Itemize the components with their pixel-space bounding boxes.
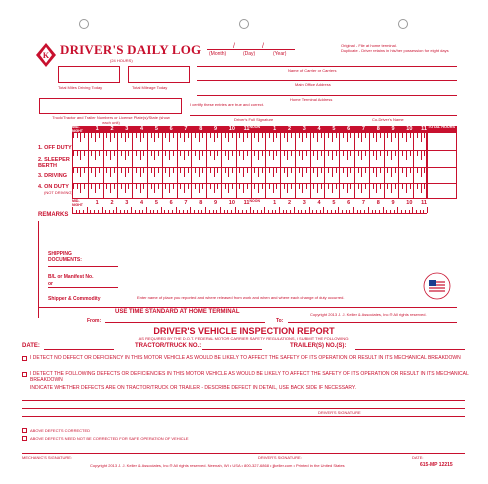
date-label: DATE: [22,343,40,349]
grid-hour-footer [72,200,427,207]
hour-label-7: 7 [184,126,188,132]
row-off-duty: 1. OFF DUTY [38,145,72,151]
hour-label-9: 9 [214,126,218,132]
grid-row[interactable] [73,183,426,200]
hour-label-18: 6 [347,200,351,206]
no-defect-checkbox[interactable] [22,356,27,361]
log-subtitle: (24 HOURS) [110,58,133,63]
main-office-label: Main Office Address [295,82,331,87]
truck-number-box[interactable] [39,98,182,114]
hour-label-5: 5 [154,126,158,132]
mechanic-sig-label: MECHANIC'S SIGNATURE: [22,455,73,460]
form-number: 615-MP 12215 [420,462,453,468]
hour-label-21: 9 [391,126,395,132]
indicate-text: INDICATE WHETHER DEFECTS ARE ON TRACTOR/TRUCK OR TRAILER - DESCRIBE DEFECT IN DETAIL, USE BACK SIDE IF NECESSARY. [30,385,356,391]
hour-label-9: 9 [214,200,218,206]
hour-label-17: 5 [332,200,336,206]
hour-label-13: 1 [273,126,277,132]
hour-label-16: 4 [317,200,321,206]
codriver-label: Co-Driver's Name [372,117,404,122]
or-label: or [48,281,53,287]
punch-hole-left [79,19,89,29]
date-day-label: (Day) [243,51,256,57]
hour-label-12: NOON [249,125,260,129]
hour-label-16: 4 [317,126,321,132]
shipping-docs-label: SHIPPING DOCUMENTS: [48,251,82,263]
flag-seal-icon [423,272,451,300]
hour-label-3: 3 [125,126,129,132]
log-title: DRIVER'S DAILY LOG [60,42,202,57]
instructions-text: Enter name of place you reported and where released from work and when and where each change of duty occurred. [137,295,345,300]
corrected-label: ABOVE DEFECTS CORRECTED [30,428,91,433]
hour-label-4: 4 [140,200,144,206]
hour-label-14: 2 [287,200,292,206]
hour-label-23: 11 [421,126,427,132]
certify-text: I certify these entries are true and correct. [190,102,265,107]
original-note: Original - File at home terminal. [341,43,397,48]
carrier-label: Name of Carrier or Carriers [288,68,337,73]
hour-label-20: 8 [376,126,380,132]
remarks-label: REMARKS [38,212,69,218]
duplicate-note: Duplicate - Driver retains in his/her possession for eight days [341,48,449,53]
hour-label-10: 10 [228,126,235,132]
hour-label-23: 11 [421,200,427,206]
use-time-label: USE TIME STANDARD AT HOME TERMINAL [115,309,240,315]
inspection-subtitle: AS REQUIRED BY THE D.O.T. FEDERAL MOTOR CARRIER SAFETY REGULATIONS, I SUBMIT THE FOLLOWING: [138,336,350,341]
driver-sig2-label: DRIVER'S SIGNATURE: [258,455,302,460]
hour-label-2: 2 [110,200,114,206]
hour-label-4: 4 [140,126,144,132]
punch-hole-right [398,19,408,29]
signature-label: Driver's Full Signature [234,117,274,122]
truck-label: Truck/Tractor and Trailer Numbers or License Plate(s)/State (show each unit) [52,115,170,125]
corrected-checkbox[interactable] [22,428,27,433]
shipper-label: Shipper & Commodity [48,296,101,302]
hour-label-15: 3 [302,200,306,206]
from-label: From: [87,318,102,324]
hour-label-1: 1 [95,126,99,132]
hour-label-21: 9 [391,200,395,206]
hour-label-14: 2 [287,126,292,132]
trailer-label: TRAILER(S) NO.(S): [290,343,347,349]
punch-hole-center [239,19,249,29]
on-duty-note: (NOT DRIVING) [44,190,73,195]
driver-sig-label: DRIVER'S SIGNATURE [318,410,361,415]
date-year-label: (Year) [273,51,287,57]
miles-driving-box[interactable] [58,66,120,83]
mileage-label: Total Mileage Today [132,85,168,90]
not-corrected-label: ABOVE DEFECTS NEED NOT BE CORRECTED FOR SAFE OPERATION OF VEHICLE [30,436,189,441]
hour-label-20: 8 [376,200,380,206]
home-terminal-label: Home Terminal Address [290,97,333,102]
hour-label-8: 8 [199,126,203,132]
copyright-small: Copyright 2013 J. J. Keller & Associates, Inc.® All rights reserved. [310,312,427,317]
to-label: To: [276,318,284,324]
hour-label-11: 11 [243,200,250,206]
row-sleeper-berth: 2. SLEEPER BERTH [38,157,70,169]
row-driving: 3. DRIVING [38,173,68,179]
hour-label-0: MID-NIGHT [72,199,83,207]
no-defect-text: I DETECT NO DEFECT OR DEFICIENCY IN THIS MOTOR VEHICLE AS WOULD BE LIKELY TO AFFECT THE SAFETY OF ITS OPERATION OR RESULT IN ITS MECHANICAL BREAKDOWN [30,355,461,361]
hour-label-22: 10 [406,200,413,206]
hour-label-6: 6 [169,200,173,206]
hour-label-7: 7 [184,200,188,206]
hour-label-22: 10 [406,126,413,132]
hour-label-10: 10 [228,200,235,206]
hour-label-1: 1 [95,200,99,206]
defects-checkbox[interactable] [22,372,27,377]
date2-label: DATE: [412,455,424,460]
total-hours-header: TOTAL HOURS [427,126,457,133]
not-corrected-checkbox[interactable] [22,436,27,441]
grid-row[interactable] [73,133,426,150]
grid-row[interactable] [73,167,426,184]
hour-label-15: 3 [302,126,306,132]
hour-label-2: 2 [110,126,114,132]
hour-label-5: 5 [154,200,158,206]
hour-label-13: 1 [273,200,277,206]
total-hours-column[interactable] [427,132,457,199]
hour-label-19: 7 [361,200,365,206]
duty-status-grid[interactable] [72,132,427,199]
footer-copyright: Copyright 2013 J. J. Keller & Associates, Inc.® All rights reserved. Neenah, WI • USA • 800-327-6868 • jjkeller.com • Printed in the United States [90,463,345,468]
hour-label-0: MID-NIGHT [72,125,83,133]
date-month-label: (Month) [209,51,227,57]
row-on-duty: 4. ON DUTY [38,184,69,190]
bl-label: B/L or Manifest No. [48,274,94,280]
hour-label-19: 7 [361,126,365,132]
hour-label-17: 5 [332,126,336,132]
defects-text: I DETECT THE FOLLOWING DEFECTS OR DEFICIENCIES IN THIS MOTOR VEHICLE AS WOULD BE LIKELY TO AFFECT THE SAFETY OF ITS OPERATION OR RESULT IN ITS MECHANICAL BREAKDOWN [30,371,469,383]
mileage-box[interactable] [128,66,190,83]
hour-label-3: 3 [125,200,129,206]
keller-logo-icon [35,42,57,68]
inspection-title: DRIVER'S VEHICLE INSPECTION REPORT [153,326,335,336]
hour-label-6: 6 [169,126,173,132]
svg-text:K: K [42,51,50,60]
miles-driving-label: Total Miles Driving Today [58,85,103,90]
hour-label-11: 11 [243,126,250,132]
hour-label-8: 8 [199,200,203,206]
tractor-label: TRACTOR/TRUCK NO.: [135,343,202,349]
hour-label-12: NOON [249,199,260,203]
grid-row[interactable] [73,150,426,167]
hour-label-18: 6 [347,126,351,132]
